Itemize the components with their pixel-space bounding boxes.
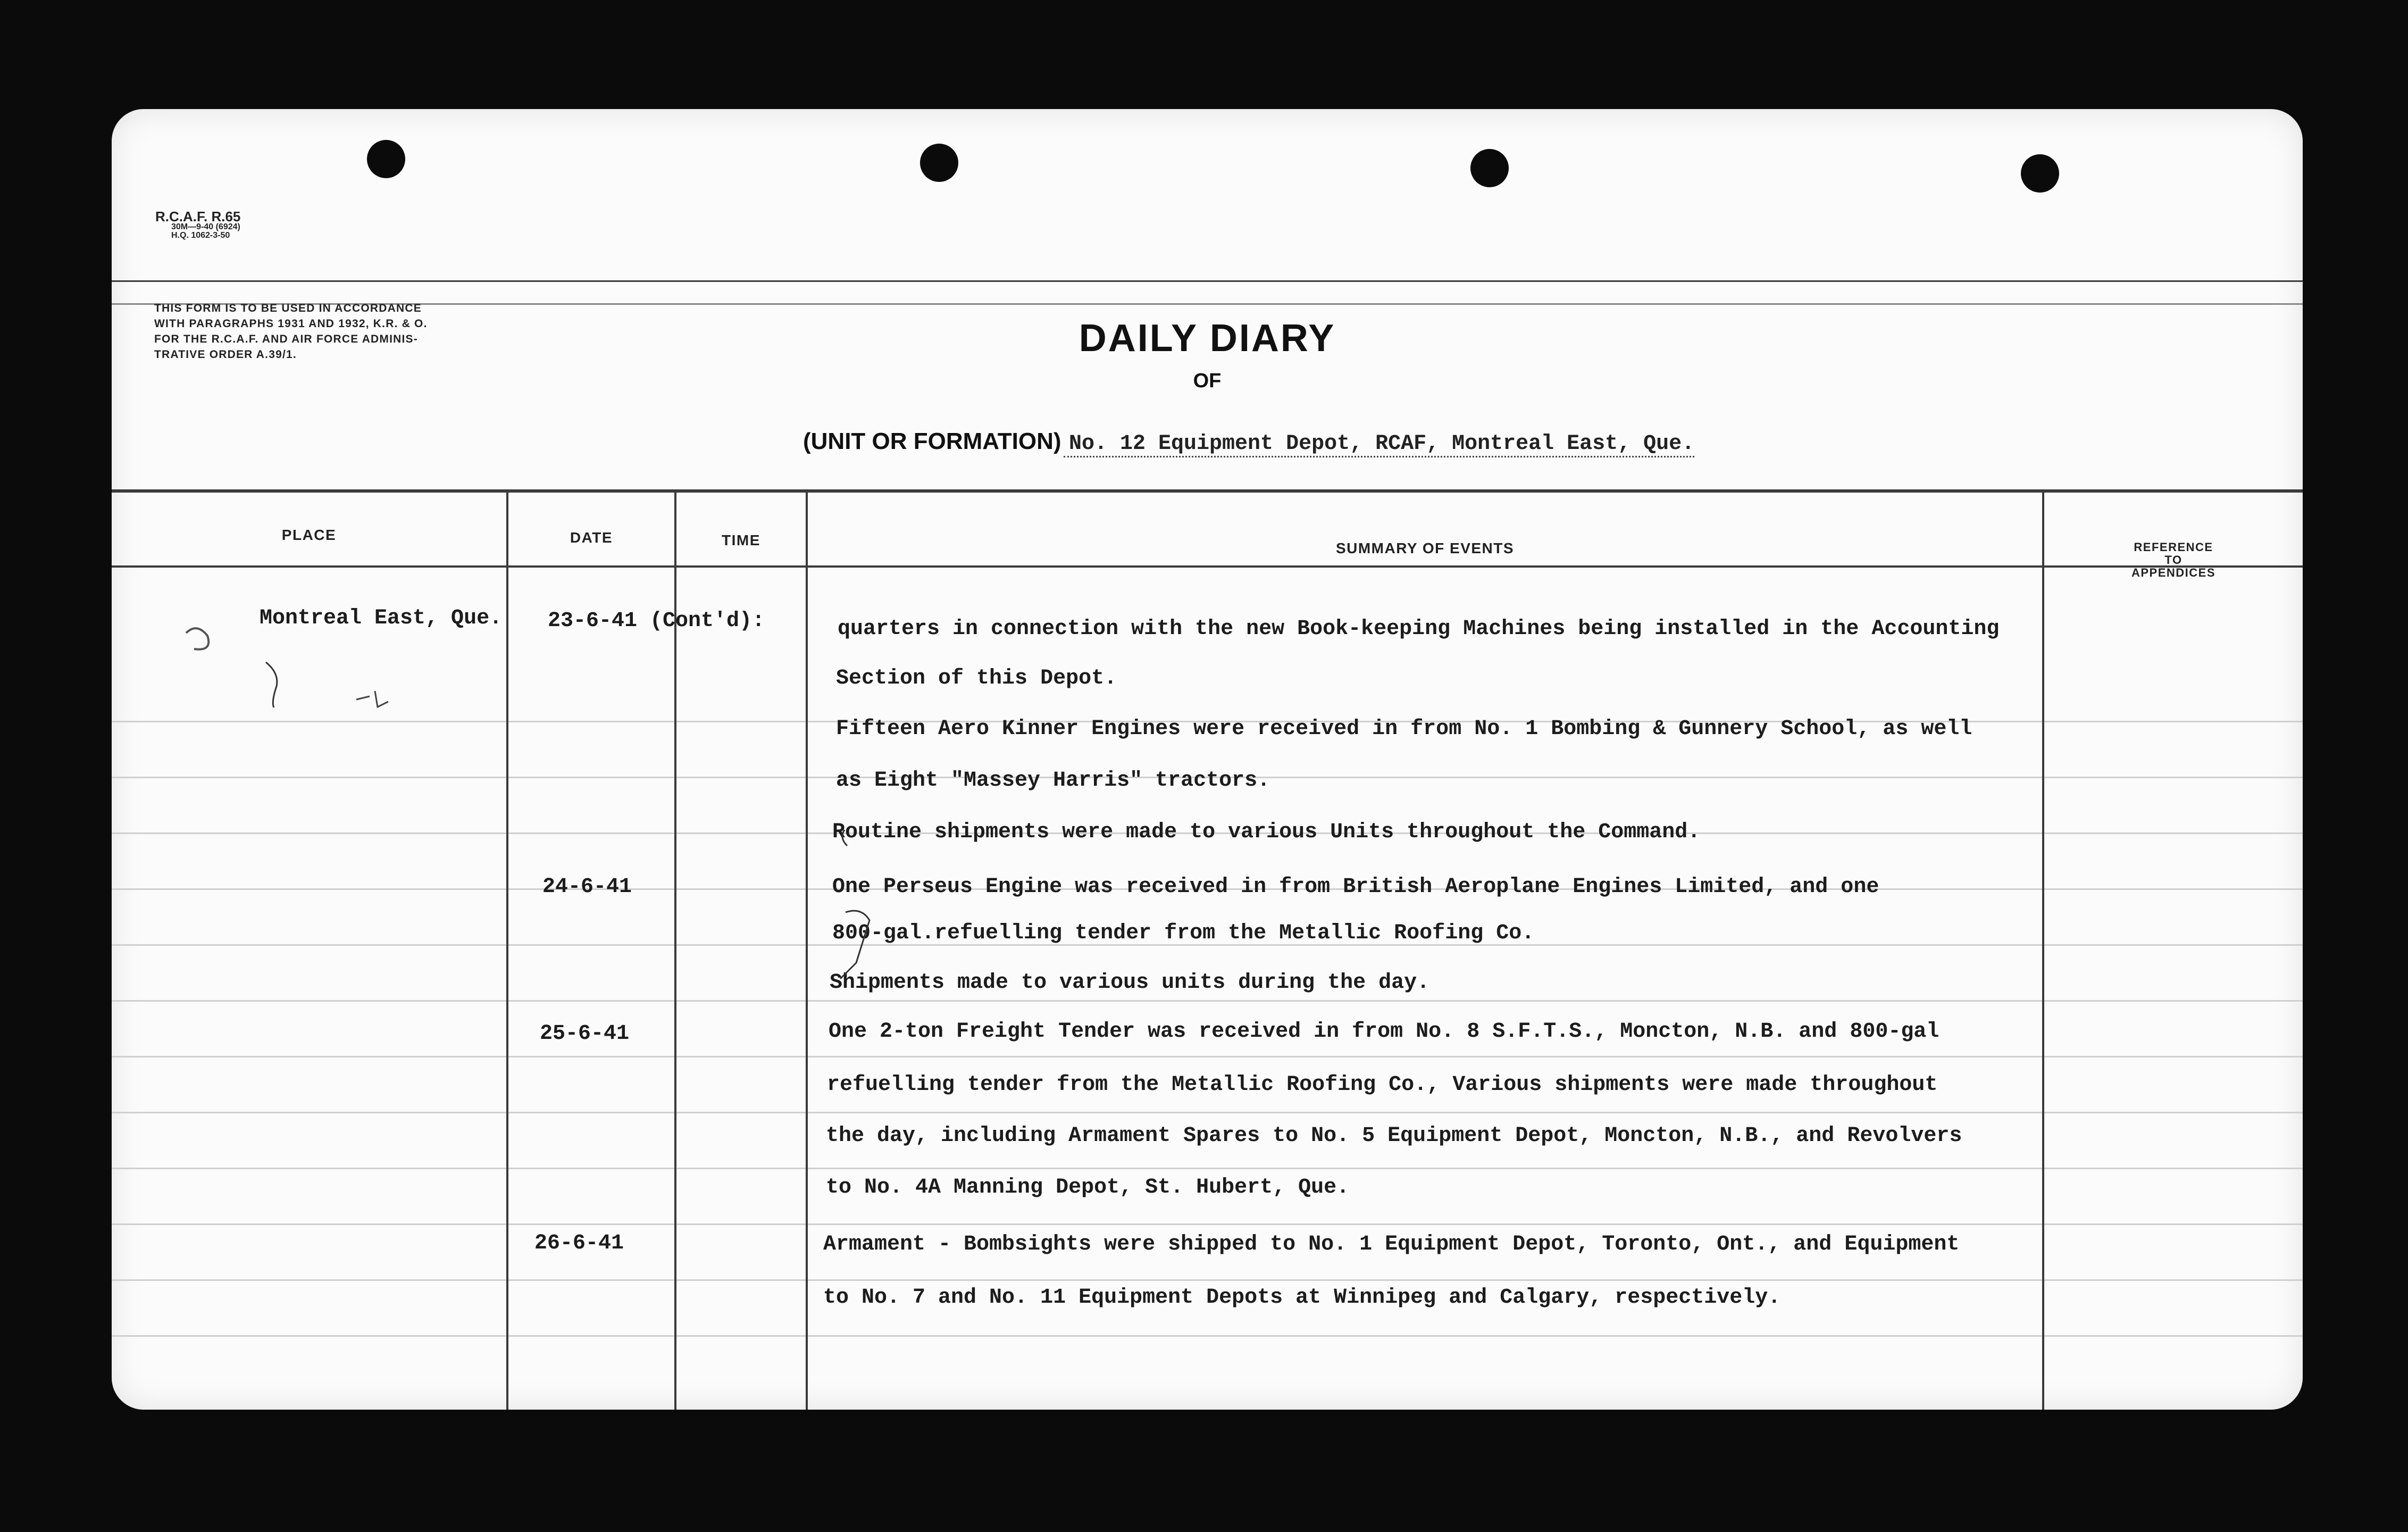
entry-date: 26-6-41 [534, 1231, 624, 1255]
column-header-date: DATE [570, 529, 613, 546]
entry-place: Montreal East, Que. [260, 606, 503, 630]
diary-page [112, 109, 2303, 1410]
summary-line: Section of this Depot. [836, 667, 1117, 690]
summary-line: quarters in connection with the new Book-keeping Machines being installed in the Accounting [838, 617, 2000, 641]
page-title: DAILY DIARY [1078, 317, 1336, 360]
summary-line: One 2-ton Freight Tender was received in from No. 8 S.F.T.S., Moncton, N.B. and 800-gal [829, 1020, 1939, 1044]
summary-line: Armament - Bombsights were shipped to No. 1 Equipment Depot, Toronto, Ont., and Equipment [823, 1233, 1960, 1256]
summary-line: refuelling tender from the Metallic Roofing Co., Various shipments were made throughout [827, 1073, 1938, 1097]
column-header-reference: REFERENCE TO APPENDICES [2131, 540, 2216, 579]
page-subtitle: OF [1193, 370, 1222, 392]
column-header-summary: SUMMARY OF EVENTS [1335, 540, 1515, 556]
ink-marks [112, 109, 2303, 1410]
summary-line: One Perseus Engine was received in from British Aeroplane Engines Limited, and one [832, 875, 1879, 899]
summary-line: Shipments made to various units during the day. [830, 971, 1430, 995]
unit-label: (UNIT OR FORMATION) [803, 428, 1061, 454]
summary-line: Routine shipments were made to various Units throughout the Command. [832, 820, 1701, 844]
summary-line: the day, including Armament Spares to No. 5 Equipment Depot, Moncton, N.B., and Revolvers [826, 1124, 1962, 1148]
form-code: H.Q. 1062-3-50 [171, 231, 230, 240]
column-header-place: PLACE [281, 527, 337, 543]
entry-date: 25-6-41 [540, 1022, 630, 1046]
form-code: 30M—9-40 (6924) [171, 222, 240, 231]
summary-line: as Eight "Massey Harris" tractors. [836, 769, 1270, 793]
entry-date: 24-6-41 [542, 875, 632, 899]
summary-line: to No. 4A Manning Depot, St. Hubert, Que. [826, 1176, 1350, 1200]
column-header-time: TIME [722, 532, 760, 548]
form-number: R.C.A.F. R.65 [155, 209, 241, 224]
entry-date: 23-6-41 (Cont'd): [548, 609, 765, 633]
unit-value: No. 12 Equipment Depot, RCAF, Montreal East, Que. [1064, 432, 1694, 457]
summary-line: Fifteen Aero Kinner Engines were received in from No. 1 Bombing & Gunnery School, as well [836, 717, 1972, 741]
summary-line: 800-gal.refuelling tender from the Metallic Roofing Co. [832, 921, 1535, 945]
summary-line: to No. 7 and No. 11 Equipment Depots at Winnipeg and Calgary, respectively. [823, 1286, 1781, 1310]
form-instructions: THIS FORM IS TO BE USED IN ACCORDANCE WITH PARAGRAPHS 1931 AND 1932, K.R. & O. FOR THE R.C.A.F. AND AIR FORCE ADMINIS- TRATIVE ORDER A.39/1. [154, 302, 428, 361]
